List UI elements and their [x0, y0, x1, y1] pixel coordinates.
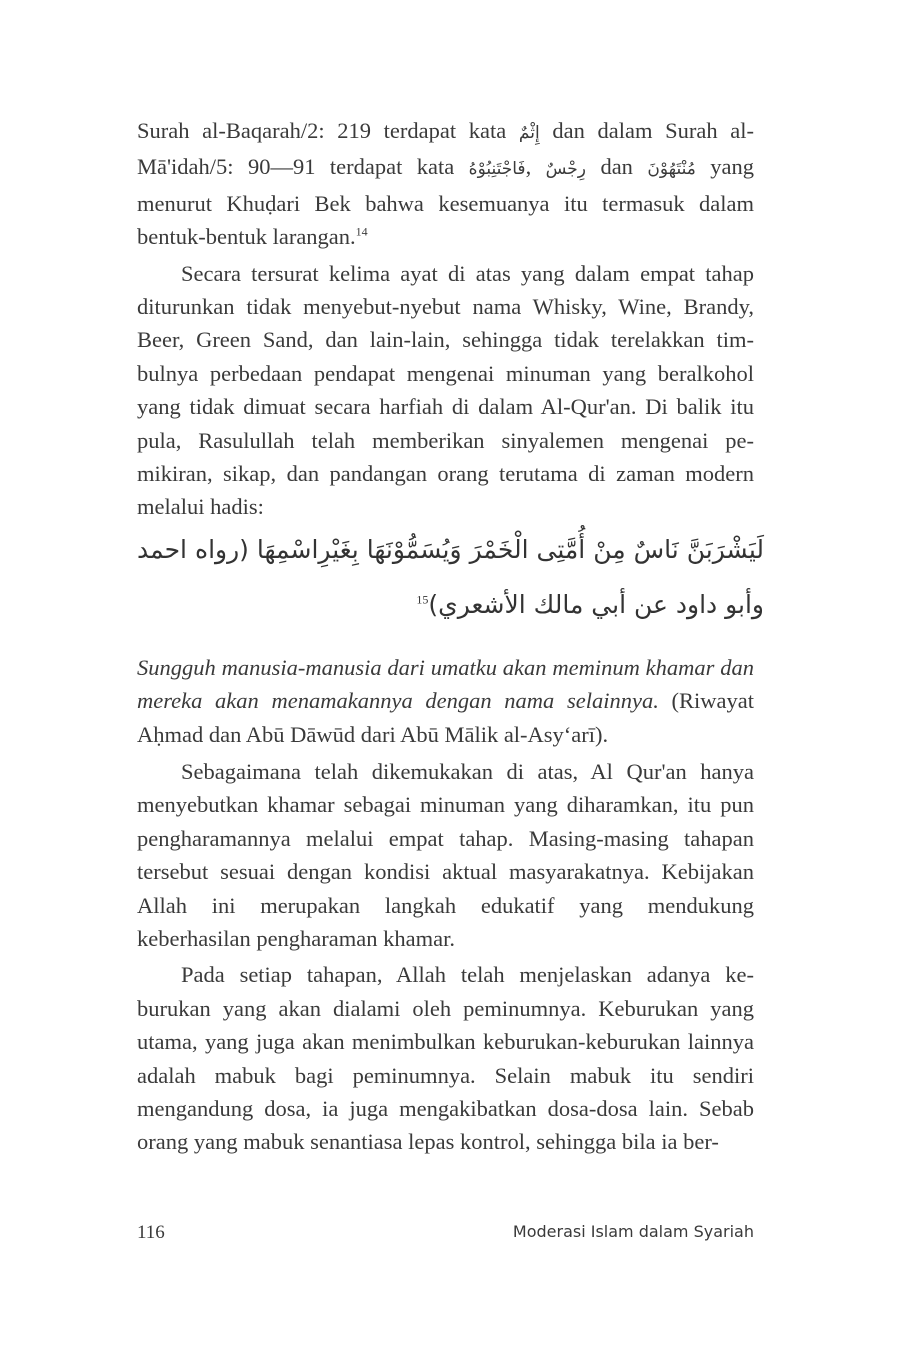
- p1-text-2: dan dalam Surah al-Mā'idah/5: 90—91 terdapat kata: [137, 118, 754, 180]
- page-number: 116: [137, 1222, 165, 1243]
- p1-text-4: dan: [586, 154, 648, 180]
- p1-text-1: Surah al-Baqarah/2: 219 terdapat kata: [137, 118, 519, 143]
- hadith-arabic: [137, 522, 764, 632]
- footnote-ref-15: 15: [416, 592, 429, 607]
- arabic-word-ithm: إِثْمٌ: [518, 123, 540, 143]
- hadith-translation: [137, 651, 754, 751]
- paragraph-gradual-prohibition: Sebagaimana telah dikemukakan di atas, Al Qur'an hanya menyebutkan khamar sebagai minuman yang diharamkan, itu pun pengharamannya melalui empat tahap. Masing-masing tahapan tersebut sesuai dengan kondisi aktual masyarakatnya. Kebijakan Allah ini merupakan langkah edukatif yang mendukung keberhasilan pengharaman khamar.: [137, 759, 754, 952]
- arabic-word-fajtanibuhu: فَاجْتَنِبُوْهُ: [468, 159, 526, 180]
- running-title: Moderasi Islam dalam Syariah: [512, 1222, 754, 1241]
- paragraph-explicit-verses: Secara tersurat kelima ayat di atas yang dalam empat tahap diturunkan tidak menyebut-nyebut nama Whisky, Wine, Brandy, Beer, Green Sand, dan lain-lain, sehingga tidak terelakkan timbulnya perbedaan pendapat mengenai minuman yang beralkohol yang tidak dimuat secara harfiah di dalam Al-Qur'an. Di balik itu pula, Rasulullah telah memberikan sinyalemen mengenai pemikiran, sikap, dan pandangan orang terutama di zaman modern melalui hadis:: [137, 260, 754, 520]
- arabic-word-rijs: رِجْسٌ: [545, 159, 587, 180]
- paragraph-harm-of-drinking: Pada setiap tahapan, Allah telah menjelaskan adanya keburukan yang akan dialami oleh peminumnya. Keburukan yang utama, yang juga akan menimbulkan keburukan-keburukan lainnya adalah mabuk bagi peminumnya. Selain mabuk itu sendiri mengandung dosa, ia juga mengakibatkan dosa-dosa lain. Sebab orang yang mabuk senantiasa lepas kontrol, sehingga bila ia ber-: [137, 962, 754, 1155]
- translation-source: (Riwayat Aḥmad dan Abū Dāwūd dari Abū Mālik al-Asy‘arī).: [137, 688, 754, 747]
- page-footer: [137, 1222, 754, 1246]
- upper-body-text: [137, 114, 754, 524]
- arabic-word-muntahun: مُنْتَهُوْنَ: [647, 159, 696, 180]
- paragraph-surah-references: [137, 114, 754, 254]
- translation-italic: Sungguh manusia-manusia dari umatku akan meminum khamar dan mereka akan menamakannya dengan nama selainnya.: [137, 655, 754, 714]
- footnote-ref-14: 14: [355, 224, 368, 239]
- p1-text-5: yang menurut Khuḍari Bek bahwa kesemuanya itu termasuk dalam bentuk-bentuk larangan.: [137, 154, 754, 250]
- lower-body-text: [137, 755, 754, 1159]
- p1-text-3: ,: [525, 154, 546, 180]
- hadith-arabic-text: لَيَشْرَبَنَّ نَاسٌ مِنْ أُمَّتِى الْخَمْرَ وَيُسَمُّوْنَهَا بِغَيْرِاسْمِهَا (رواه احمد وأبو داود عن أبي مالك الأشعري): [137, 535, 764, 619]
